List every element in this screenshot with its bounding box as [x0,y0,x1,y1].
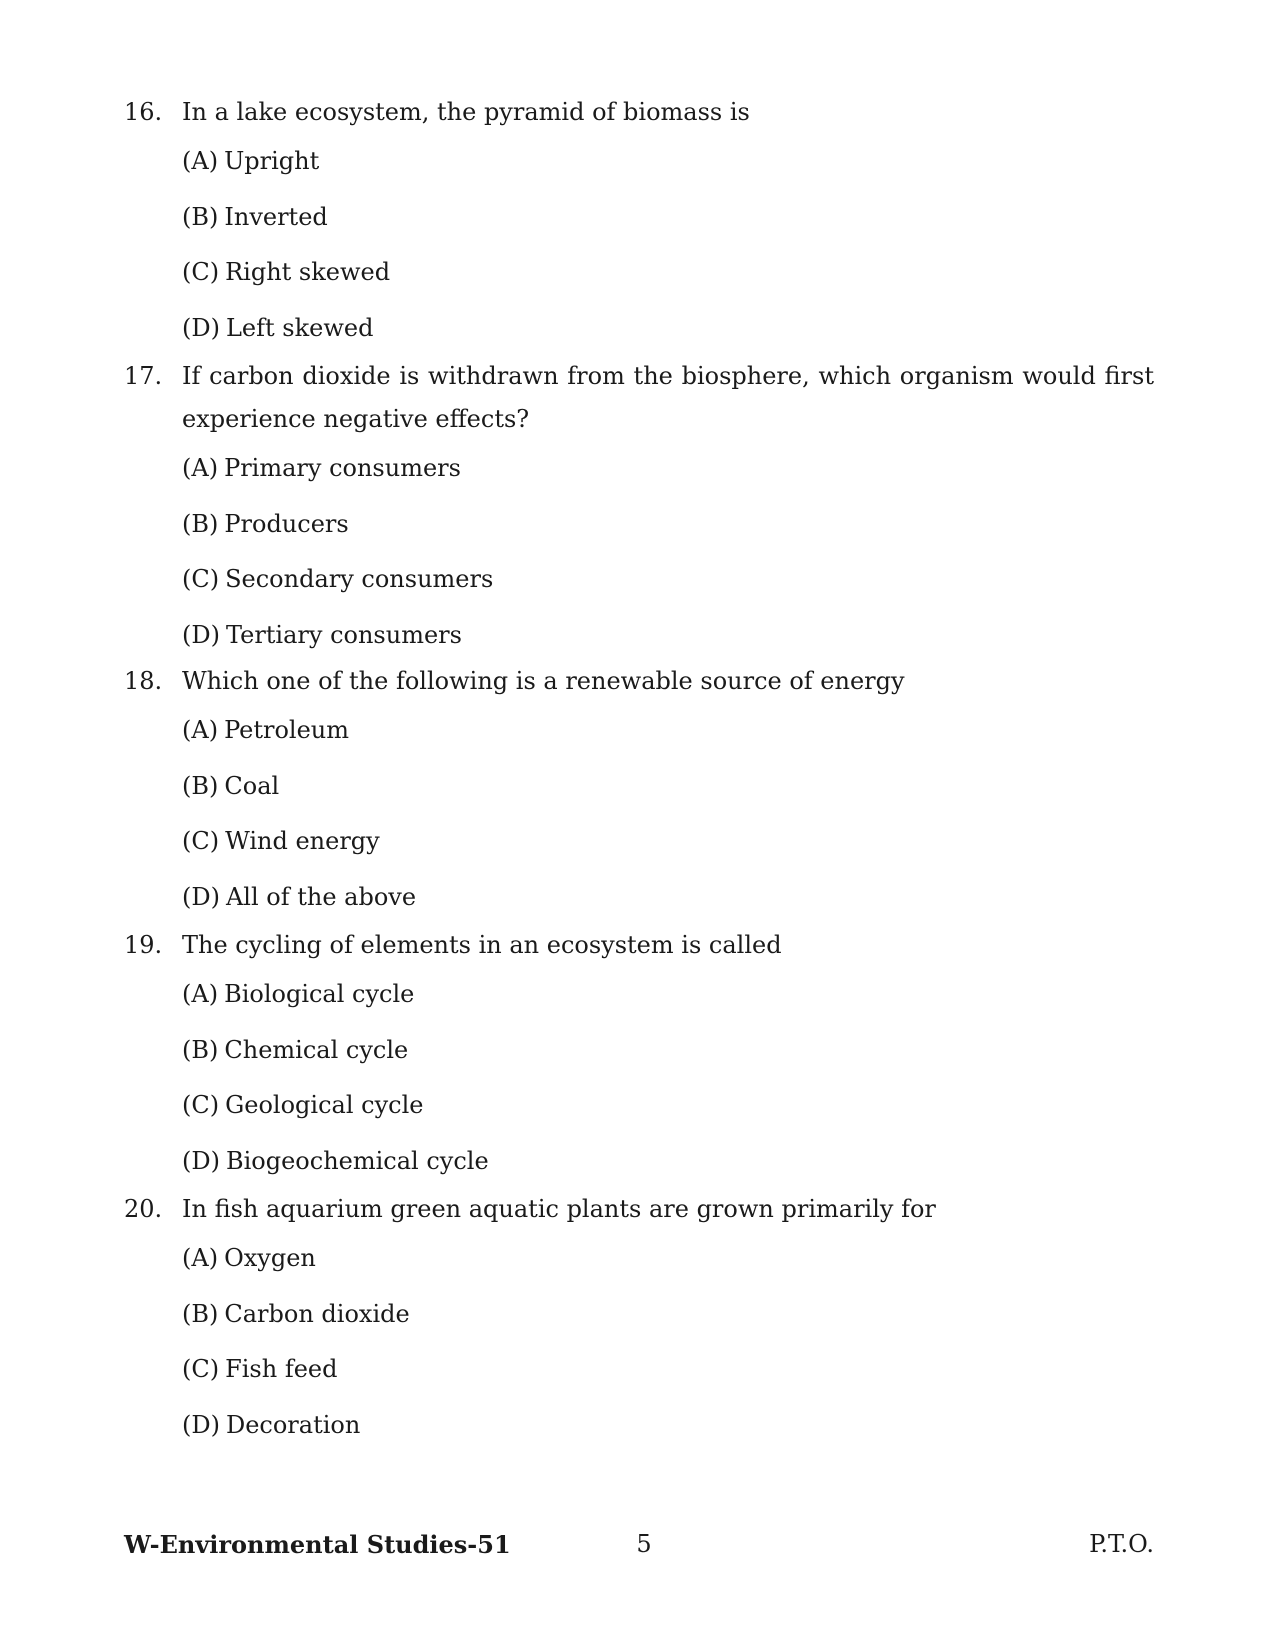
option-d [182,870,1154,926]
option-d [182,1398,1154,1454]
option-text: Decoration [225,1410,361,1439]
option-letter: (C) [182,827,220,855]
option-letter: (D) [182,313,220,342]
question-number: 16. [124,98,163,126]
option-list [124,441,1154,663]
question-stem [124,91,1154,134]
option-text: Secondary consumers [225,565,494,593]
option-letter: (A) [182,147,219,175]
option-d [182,301,1154,357]
question-stem [124,1188,1154,1231]
question-stem [124,924,1154,967]
option-letter: (C) [182,1355,220,1383]
option-a [182,967,1154,1023]
option-b [182,497,1154,553]
option-letter: (A) [182,980,219,1008]
option-d [182,1134,1154,1190]
option-a [182,441,1154,497]
option-c [182,552,1154,608]
option-b [182,759,1154,815]
question-19 [124,924,1154,1189]
option-text: Biological cycle [224,980,415,1008]
option-c [182,245,1154,301]
option-text: Fish feed [225,1355,338,1383]
option-letter: (D) [182,1410,220,1439]
option-text: Left skewed [225,313,374,342]
question-text: Which one of the following is a renewable source of energy [182,667,905,695]
question-17 [124,355,1154,663]
option-text: Wind energy [225,827,380,855]
option-letter: (B) [182,1035,219,1064]
option-text: Chemical cycle [224,1035,409,1064]
option-list [124,134,1154,356]
question-text: The cycling of elements in an ecosystem is called [182,931,782,959]
question-text: In a lake ecosystem, the pyramid of biomass is [182,98,750,126]
option-c [182,1342,1154,1398]
option-a [182,1231,1154,1287]
pto-label: P.T.O. [1089,1530,1154,1558]
question-text: In fish aquarium green aquatic plants are grown primarily for [182,1195,936,1223]
option-text: Biogeochemical cycle [225,1146,489,1175]
option-a [182,703,1154,759]
option-b [182,1287,1154,1343]
option-text: Inverted [224,202,328,231]
option-letter: (B) [182,1299,219,1328]
question-number: 17. [124,362,163,390]
paper-code: W-Environmental Studies-51 [124,1530,511,1559]
option-text: Petroleum [224,716,349,744]
option-text: Producers [224,509,349,538]
option-letter: (B) [182,509,219,538]
question-stem [124,355,1154,441]
question-18 [124,660,1154,925]
option-text: Oxygen [224,1244,316,1272]
option-letter: (B) [182,202,219,231]
question-number: 18. [124,667,163,695]
option-text: Upright [224,147,320,175]
option-a [182,134,1154,190]
option-letter: (A) [182,716,219,744]
option-letter: (D) [182,1146,220,1175]
option-text: Carbon dioxide [224,1299,410,1328]
option-b [182,190,1154,246]
option-c [182,814,1154,870]
option-letter: (C) [182,565,220,593]
option-letter: (C) [182,1091,220,1119]
option-text: Geological cycle [225,1091,424,1119]
option-letter: (D) [182,882,220,911]
option-letter: (A) [182,454,219,482]
option-letter: (D) [182,620,220,649]
option-text: Coal [224,771,280,800]
option-d [182,608,1154,664]
option-list [124,1231,1154,1453]
option-letter: (A) [182,1244,219,1272]
page-number: 5 [636,1530,652,1558]
question-16 [124,91,1154,356]
question-text: If carbon dioxide is withdrawn from the biosphere, which organism would first experience negative effects? [182,362,1154,433]
option-list [124,967,1154,1189]
option-text: Right skewed [225,258,391,286]
option-list [124,703,1154,925]
option-c [182,1078,1154,1134]
question-20 [124,1188,1154,1453]
option-text: All of the above [225,882,417,911]
option-text: Primary consumers [224,454,461,482]
page-footer [124,1530,1154,1570]
option-text: Tertiary consumers [225,620,462,649]
option-letter: (B) [182,771,219,800]
question-number: 19. [124,931,163,959]
question-number: 20. [124,1195,163,1223]
option-letter: (C) [182,258,220,286]
option-b [182,1023,1154,1079]
question-stem [124,660,1154,703]
